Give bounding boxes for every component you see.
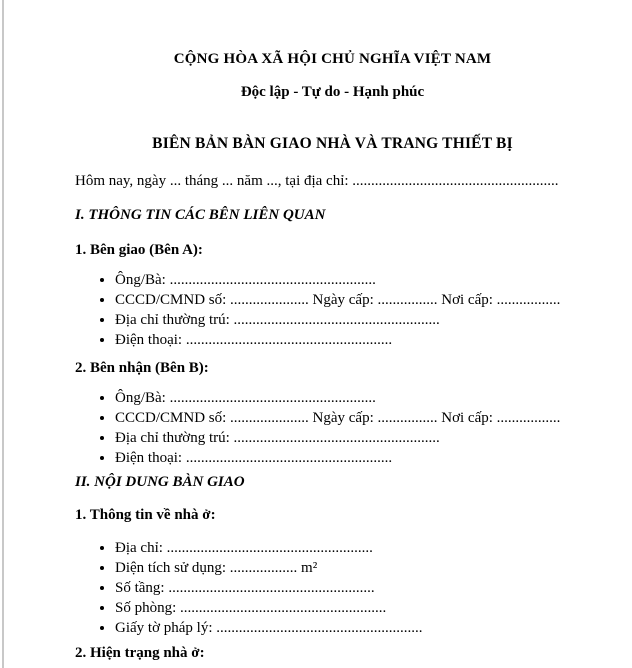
document-content: [75, 0, 590, 662]
page-left-border: [2, 0, 4, 668]
list-item-legal-documents: • Giấy tờ pháp lý: .......................................................: [115, 618, 590, 638]
list-item-area: • Diện tích sử dụng: .................. m²: [115, 558, 590, 578]
section-heading-handover-content: II. NỘI DUNG BÀN GIAO: [75, 474, 245, 490]
list-item-name: • Ông/Bà: .......................................................: [115, 270, 590, 290]
list-item-address: • Địa chỉ thường trú: .......................................................: [115, 310, 590, 330]
subsection-heading-house-condition: 2. Hiện trạng nhà ở:: [75, 645, 205, 661]
party-a-fields-list: [75, 270, 590, 350]
subsection-heading-house-info: 1. Thông tin về nhà ở:: [75, 507, 216, 523]
document-title: BIÊN BẢN BÀN GIAO NHÀ VÀ TRANG THIẾT BỊ: [152, 135, 513, 152]
national-motto-line1: CỘNG HÒA XÃ HỘI CHỦ NGHĨA VIỆT NAM: [173, 51, 492, 67]
list-item-id-number: • CCCD/CMND số: ..................... Ngày cấp: ................ Nơi cấp: .................: [115, 408, 590, 428]
intro-line: Hôm nay, ngày ... tháng ... năm ..., tại địa chỉ: .......................................................: [75, 173, 559, 189]
list-item-address: • Địa chỉ thường trú: .......................................................: [115, 428, 590, 448]
list-item-name: • Ông/Bà: .......................................................: [115, 388, 590, 408]
list-item-phone: • Điện thoại: .......................................................: [115, 448, 590, 468]
list-item-id-number: • CCCD/CMND số: ..................... Ngày cấp: ................ Nơi cấp: .................: [115, 290, 590, 310]
section-heading-parties: I. THÔNG TIN CÁC BÊN LIÊN QUAN: [75, 207, 326, 223]
list-item-rooms: • Số phòng: .......................................................: [115, 598, 590, 618]
list-item-floors: • Số tầng: .......................................................: [115, 578, 590, 598]
house-info-fields-list: [75, 538, 590, 638]
list-item-phone: • Điện thoại: .......................................................: [115, 330, 590, 350]
subsection-heading-party-b: 2. Bên nhận (Bên B):: [75, 360, 209, 376]
party-b-fields-list: [75, 388, 590, 468]
list-item-address: • Địa chỉ: .......................................................: [115, 538, 590, 558]
national-motto-line2: Độc lập - Tự do - Hạnh phúc: [240, 84, 425, 100]
subsection-heading-party-a: 1. Bên giao (Bên A):: [75, 242, 203, 258]
